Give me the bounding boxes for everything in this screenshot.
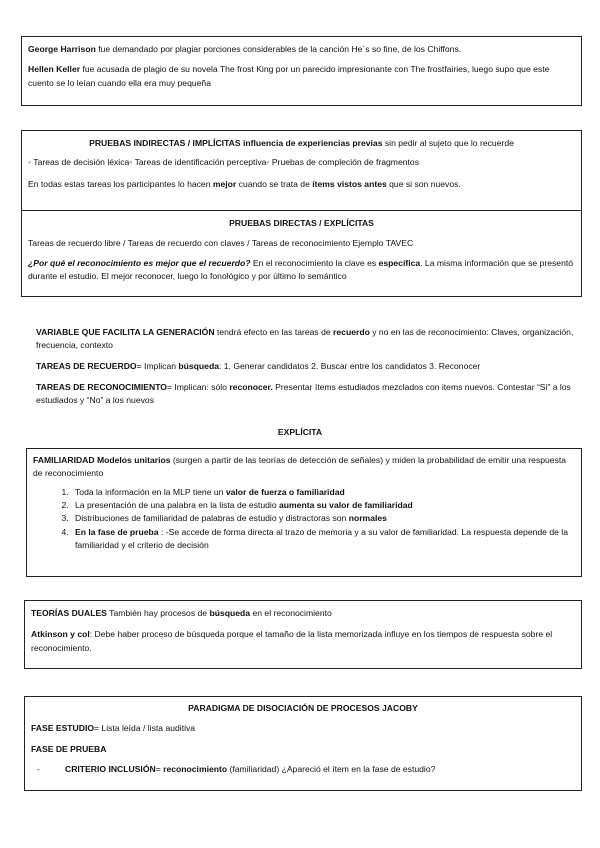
generation-variable-section: [36, 326, 576, 408]
direct-tests-box: [21, 210, 582, 297]
list-item: 4. En la fase de prueba : -Se accede de forma directa al trazo de memoria y a su valor de familiaridad. La respuesta depende de la familiaridad y el criterio de decisión: [71, 526, 575, 553]
atkinson-paragraph: Atkinson y col: Debe haber proceso de búsqueda porque el tamaño de la lista memorizada influye en los tiempos de respuesta sobre el reconocimiento.: [31, 629, 553, 653]
familiarity-list: [33, 486, 575, 553]
jacoby-box: [24, 696, 582, 791]
direct-tests-heading: PRUEBAS DIRECTAS / EXPLÍCITAS: [229, 218, 374, 228]
generation-variable: VARIABLE QUE FACILITA LA GENERACIÓN tendrá efecto en las tareas de recuerdo y no en las de reconocimiento: Claves, organización, frecuencia, contexto: [36, 327, 574, 351]
test-phase-list: [31, 763, 575, 776]
list-item: 1. Toda la información en la MLP tiene un valor de fuerza o familiaridad: [71, 486, 575, 499]
recognition-question: ¿Por qué el reconocimiento es mejor que el recuerdo? En el reconocimiento la clave es específica. La misma información que se presentó durante el estudio. El mejor reconocer, luego lo fonológico y por último lo semántico: [28, 257, 574, 281]
test-phase: FASE DE PRUEBA: [31, 743, 107, 754]
plagiarism-box: [21, 36, 582, 106]
list-item: - CRITERIO INCLUSIÓN= reconocimiento (familiaridad) ¿Apareció el ítem en la fase de estudio?: [31, 763, 575, 776]
harrison-paragraph: George Harrison fue demandado por plagiar porciones considerables de la canción He´s so fine, de los Chiffons.: [28, 44, 462, 54]
dual-theories-box: [24, 600, 582, 669]
jacoby-heading: PARADIGMA DE DISOCIACIÓN DE PROCESOS JACOBY: [188, 703, 418, 713]
indirect-tasks-list: ◦ Tareas de decisión léxica◦ Tareas de identificación perceptiva◦ Pruebas de compleción de fragmentos: [28, 157, 419, 168]
indirect-tests-heading: PRUEBAS INDIRECTAS / IMPLÍCITAS influencia de experiencias previas sin pedir al sujeto que lo recuerde: [89, 138, 514, 148]
direct-tasks-list: Tareas de recuerdo libre / Tareas de recuerdo con claves / Tareas de reconocimiento Ejemplo TAVEC: [28, 238, 414, 249]
indirect-result: En todas estas tareas los participantes lo hacen mejor cuando se trata de ítems vistos antes que si son nuevos.: [28, 178, 461, 189]
indirect-tests-box: [21, 130, 582, 211]
study-phase: FASE ESTUDIO= Lista leída / lista auditiva: [31, 723, 196, 734]
explicit-heading: EXPLÍCITA: [277, 427, 323, 437]
keller-paragraph: Hellen Keller fue acusada de plagio de su novela The frost King por un parecido impresionante con The frostfairies, luego supo que este cuento se lo leían cuando ella era muy pequeña: [28, 64, 550, 88]
dual-theories: TEORÍAS DUALES También hay procesos de búsqueda en el reconocimiento: [31, 608, 332, 618]
list-item: 2. La presentación de una palabra en la lista de estudio aumenta su valor de familiaridad: [71, 499, 575, 512]
recognition-tasks: TAREAS DE RECONOCIMIENTO= Implican: sólo reconocer. Presentar ítems estudiados mezclados con items nuevos. Contestar “Si” a los estudiados y “No” a los nuevos: [36, 381, 571, 406]
list-item: 3. Distribuciones de familiaridad de palabras de estudio y distractoras son normales: [71, 512, 575, 525]
familiarity-intro: FAMILIARIDAD Modelos unitarios (surgen a partir de las teorías de detección de señales) y miden la probabilidad de emitir una respuesta de reconocimiento: [33, 455, 567, 479]
recall-tasks: TAREAS DE RECUERDO= Implican búsqueda: 1. Generar candidatos 2. Buscar entre los candidatos 3. Reconocer: [36, 360, 481, 371]
familiarity-box: [26, 448, 582, 577]
